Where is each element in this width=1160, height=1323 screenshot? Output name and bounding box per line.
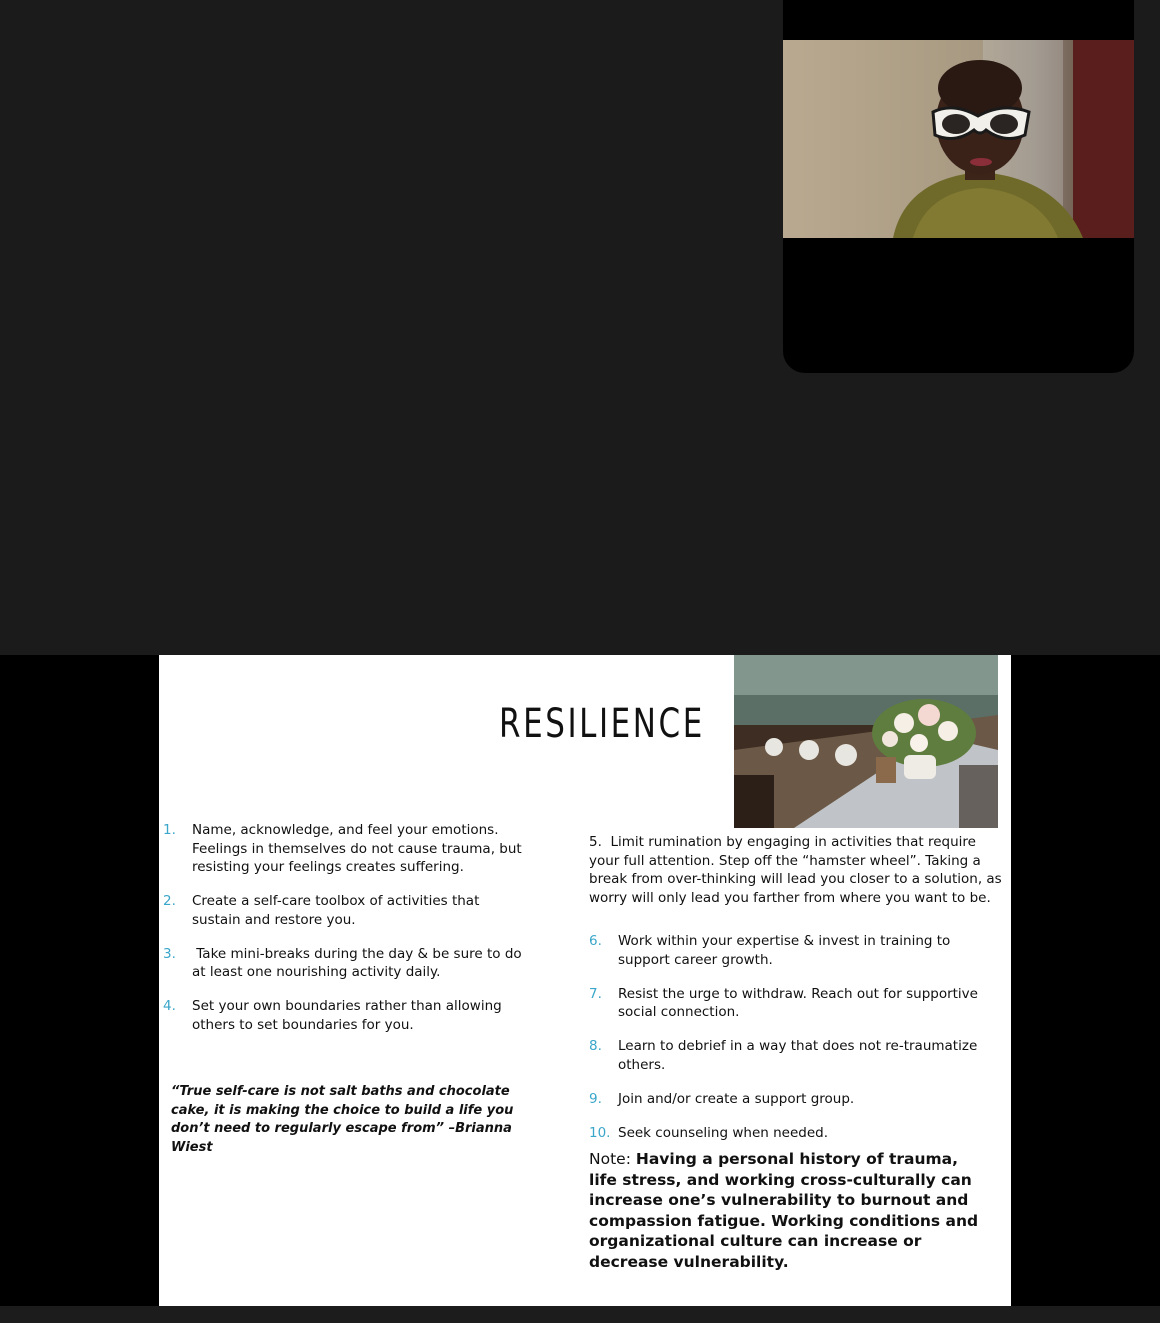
list-item-number: 1.: [163, 822, 176, 838]
list-item-text: Work within your expertise & invest in training to support career growth.: [618, 933, 951, 968]
slide-title: RESILIENCE: [499, 701, 705, 747]
list-item-5: 5. Limit rumination by engaging in activities that require your full attention. Step off the “hamster wheel”. Taking a break from over-thinking will lead you closer to a solution, as worry will only lead you farther from where you want to be.: [589, 834, 1007, 906]
shared-slide: [159, 655, 1011, 1306]
table-setting-illustration: [734, 655, 998, 828]
list-item-number: 9.: [589, 1090, 602, 1107]
list-item-text: Join and/or create a support group.: [618, 1090, 855, 1107]
list-item: [163, 997, 523, 1034]
list-item: [163, 892, 523, 929]
list-item: [163, 821, 523, 877]
participant-silhouette: [783, 40, 1134, 238]
resilience-list-right: [589, 932, 989, 1158]
participant-video-tile[interactable]: [783, 0, 1134, 373]
bottom-bar: [0, 1306, 1160, 1323]
list-item-text: Seek counseling when needed.: [618, 1124, 828, 1141]
list-item-number: 3.: [163, 945, 176, 962]
vulnerability-note: [589, 1149, 989, 1272]
list-item: [589, 1090, 989, 1109]
list-item-number: 6.: [589, 933, 602, 949]
table-setting-photo: [734, 655, 998, 828]
list-item-text: Learn to debrief in a way that does not re-traumatize others.: [618, 1038, 978, 1073]
list-item-number: 4.: [163, 998, 176, 1014]
list-item-text: Take mini-breaks during the day & be sure to do at least one nourishing activity daily.: [192, 945, 526, 980]
list-item-number: 10.: [589, 1124, 611, 1141]
note-text: Having a personal history of trauma, life stress, and working cross-culturally can increase one’s vulnerability to burnout and compassion fatigue. Working conditions and organizational culture can increase or decrease vulnerability.: [589, 1150, 979, 1271]
list-item: [163, 945, 526, 982]
list-item: [589, 985, 989, 1022]
resilience-list-left: [163, 821, 526, 1050]
list-item-text: Resist the urge to withdraw. Reach out for supportive social connection.: [618, 985, 978, 1020]
note-label: Note:: [589, 1150, 636, 1168]
list-item-text: Name, acknowledge, and feel your emotions. Feelings in themselves do not cause trauma, but resisting your feelings creates suffering.: [192, 822, 522, 875]
list-item: [589, 932, 989, 969]
list-item-number: 7.: [589, 985, 602, 1002]
brianna-wiest-quote: “True self-care is not salt baths and chocolate cake, it is making the choice to build a life you don’t need to regularly escape from” –Brianna Wiest: [171, 1084, 514, 1155]
list-item-number: 8.: [589, 1038, 602, 1054]
list-item: [589, 1124, 989, 1143]
list-item-number: 2.: [163, 893, 176, 909]
list-item-text: Create a self-care toolbox of activities that sustain and restore you.: [192, 893, 480, 928]
list-item-text: Set your own boundaries rather than allowing others to set boundaries for you.: [192, 998, 502, 1033]
list-item: [589, 1037, 989, 1074]
participant-video-feed: [783, 40, 1134, 238]
